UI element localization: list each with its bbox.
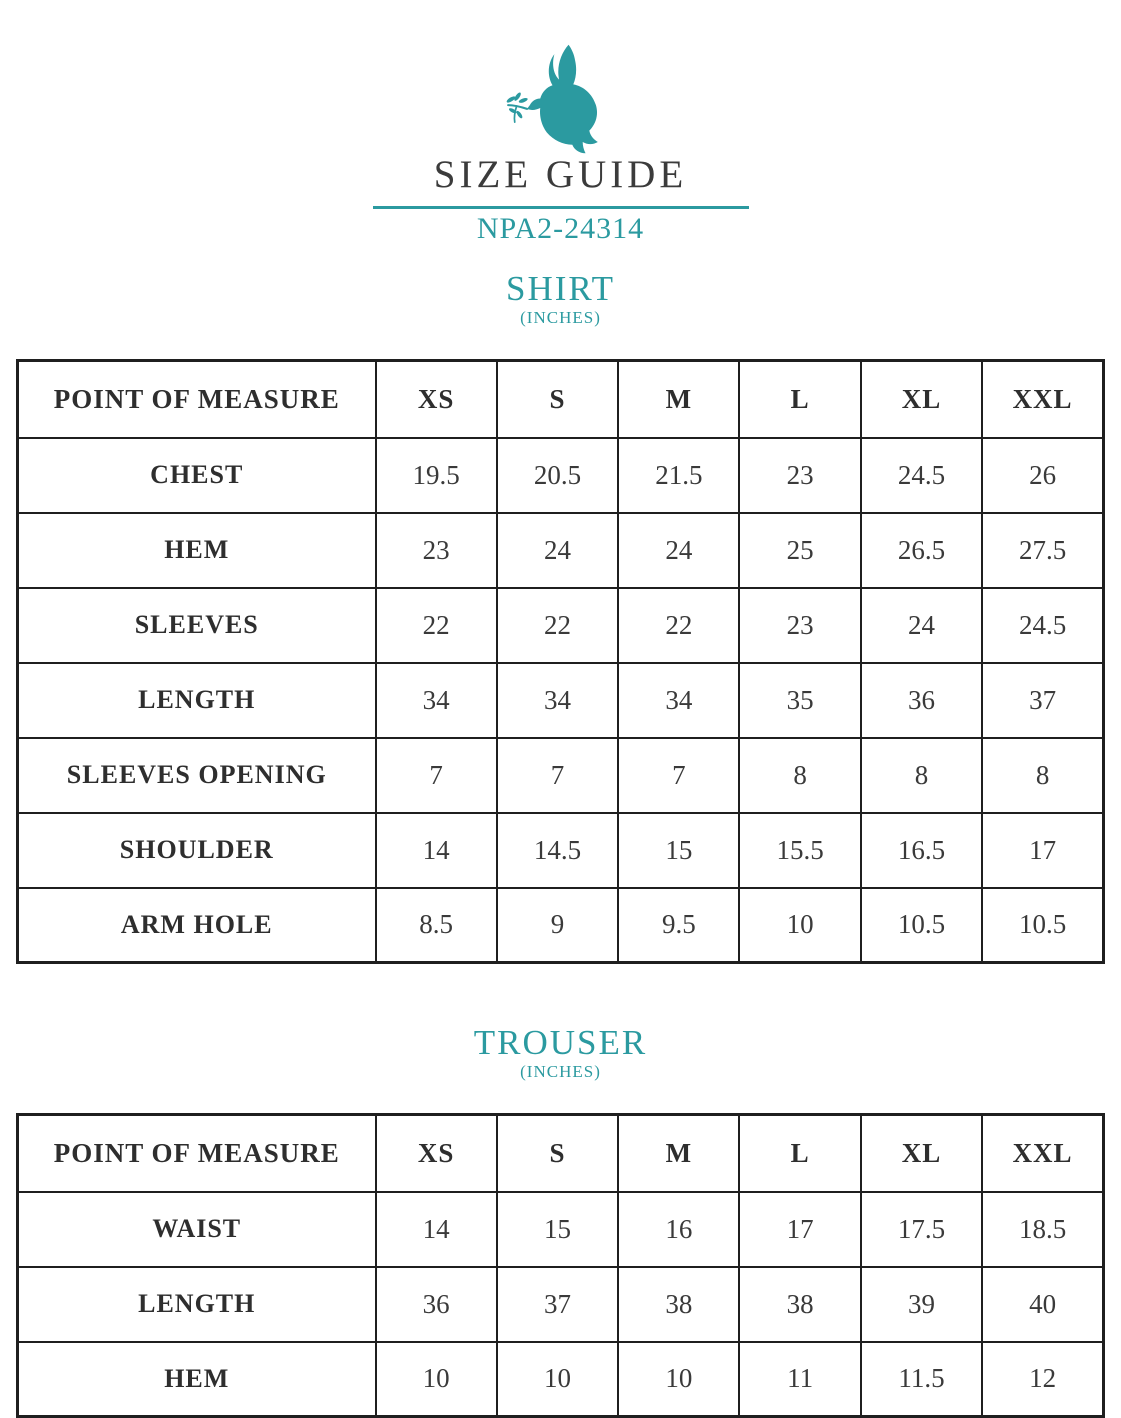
measurement-value: 7 xyxy=(618,738,739,813)
table-row xyxy=(18,588,1104,663)
measurement-value: 24 xyxy=(497,513,618,588)
table-row xyxy=(18,1342,1104,1417)
measurement-value: 7 xyxy=(376,738,497,813)
row-label: SHOULDER xyxy=(18,813,376,888)
measurement-value: 10.5 xyxy=(982,888,1103,963)
table-header-row xyxy=(18,361,1104,438)
measurement-value: 24.5 xyxy=(982,588,1103,663)
table-row xyxy=(18,1192,1104,1267)
measurement-value: 34 xyxy=(376,663,497,738)
measurement-value: 8 xyxy=(739,738,860,813)
measurement-value: 24.5 xyxy=(861,438,982,513)
measurement-value: 14 xyxy=(376,1192,497,1267)
measurement-value: 35 xyxy=(739,663,860,738)
measurement-value: 8 xyxy=(982,738,1103,813)
brand-logo xyxy=(0,0,1121,152)
measurement-value: 9 xyxy=(497,888,618,963)
trouser-size-table xyxy=(16,1113,1105,1418)
measurement-value: 40 xyxy=(982,1267,1103,1342)
table-row xyxy=(18,888,1104,963)
measurement-value: 16.5 xyxy=(861,813,982,888)
measurement-value: 24 xyxy=(618,513,739,588)
measurement-value: 15 xyxy=(618,813,739,888)
column-header-size-xl: XL xyxy=(861,361,982,438)
column-header-size-l: L xyxy=(739,1115,860,1192)
measurement-value: 14.5 xyxy=(497,813,618,888)
column-header-point-of-measure: POINT OF MEASURE xyxy=(18,1115,376,1192)
shirt-size-table xyxy=(16,359,1105,964)
measurement-value: 10 xyxy=(618,1342,739,1417)
column-header-point-of-measure: POINT OF MEASURE xyxy=(18,361,376,438)
table-row xyxy=(18,813,1104,888)
unit-label-shirt: (INCHES) xyxy=(520,308,601,327)
measurement-value: 34 xyxy=(497,663,618,738)
measurement-value: 19.5 xyxy=(376,438,497,513)
measurement-value: 21.5 xyxy=(618,438,739,513)
measurement-value: 18.5 xyxy=(982,1192,1103,1267)
column-header-size-xs: XS xyxy=(376,361,497,438)
measurement-value: 15.5 xyxy=(739,813,860,888)
measurement-value: 11.5 xyxy=(861,1342,982,1417)
page-title: SIZE GUIDE xyxy=(433,153,688,196)
measurement-value: 12 xyxy=(982,1342,1103,1417)
measurement-value: 22 xyxy=(618,588,739,663)
section-title-trouser: TROUSER xyxy=(473,1023,648,1062)
measurement-value: 36 xyxy=(376,1267,497,1342)
measurement-value: 14 xyxy=(376,813,497,888)
measurement-value: 23 xyxy=(376,513,497,588)
column-header-size-m: M xyxy=(618,1115,739,1192)
measurement-value: 22 xyxy=(376,588,497,663)
column-header-size-l: L xyxy=(739,361,860,438)
table-row xyxy=(18,1267,1104,1342)
column-header-size-xxl: XXL xyxy=(982,361,1103,438)
column-header-size-xs: XS xyxy=(376,1115,497,1192)
measurement-value: 8.5 xyxy=(376,888,497,963)
measurement-value: 10 xyxy=(376,1342,497,1417)
measurement-value: 8 xyxy=(861,738,982,813)
measurement-value: 10 xyxy=(497,1342,618,1417)
measurement-value: 24 xyxy=(861,588,982,663)
measurement-value: 10 xyxy=(739,888,860,963)
measurement-value: 9.5 xyxy=(618,888,739,963)
measurement-value: 39 xyxy=(861,1267,982,1342)
measurement-value: 37 xyxy=(497,1267,618,1342)
column-header-size-xxl: XXL xyxy=(982,1115,1103,1192)
row-label: HEM xyxy=(18,513,376,588)
unit-label-trouser: (INCHES) xyxy=(520,1062,601,1081)
measurement-value: 22 xyxy=(497,588,618,663)
table-header-row xyxy=(18,1115,1104,1192)
measurement-value: 36 xyxy=(861,663,982,738)
row-label: HEM xyxy=(18,1342,376,1417)
measurement-value: 23 xyxy=(739,588,860,663)
column-header-size-xl: XL xyxy=(861,1115,982,1192)
measurement-value: 38 xyxy=(618,1267,739,1342)
table-row xyxy=(18,663,1104,738)
measurement-value: 34 xyxy=(618,663,739,738)
measurement-value: 23 xyxy=(739,438,860,513)
row-label: ARM HOLE xyxy=(18,888,376,963)
product-code: NPA2-24314 xyxy=(476,212,645,245)
measurement-value: 25 xyxy=(739,513,860,588)
column-header-size-s: S xyxy=(497,1115,618,1192)
measurement-value: 15 xyxy=(497,1192,618,1267)
measurement-value: 7 xyxy=(497,738,618,813)
section-title-shirt: SHIRT xyxy=(505,269,616,308)
measurement-value: 17 xyxy=(739,1192,860,1267)
measurement-value: 17 xyxy=(982,813,1103,888)
row-label: CHEST xyxy=(18,438,376,513)
row-label: WAIST xyxy=(18,1192,376,1267)
measurement-value: 37 xyxy=(982,663,1103,738)
table-row xyxy=(18,738,1104,813)
table-row xyxy=(18,438,1104,513)
row-label: LENGTH xyxy=(18,663,376,738)
column-header-size-m: M xyxy=(618,361,739,438)
title-divider-line xyxy=(373,206,749,209)
measurement-value: 38 xyxy=(739,1267,860,1342)
row-label: LENGTH xyxy=(18,1267,376,1342)
table-row xyxy=(18,513,1104,588)
measurement-value: 26.5 xyxy=(861,513,982,588)
measurement-value: 20.5 xyxy=(497,438,618,513)
measurement-value: 10.5 xyxy=(861,888,982,963)
row-label: SLEEVES xyxy=(18,588,376,663)
column-header-size-s: S xyxy=(497,361,618,438)
measurement-value: 16 xyxy=(618,1192,739,1267)
measurement-value: 11 xyxy=(739,1342,860,1417)
measurement-value: 27.5 xyxy=(982,513,1103,588)
measurement-value: 26 xyxy=(982,438,1103,513)
row-label: SLEEVES OPENING xyxy=(18,738,376,813)
measurement-value: 17.5 xyxy=(861,1192,982,1267)
dove-olive-branch-icon xyxy=(502,40,620,158)
